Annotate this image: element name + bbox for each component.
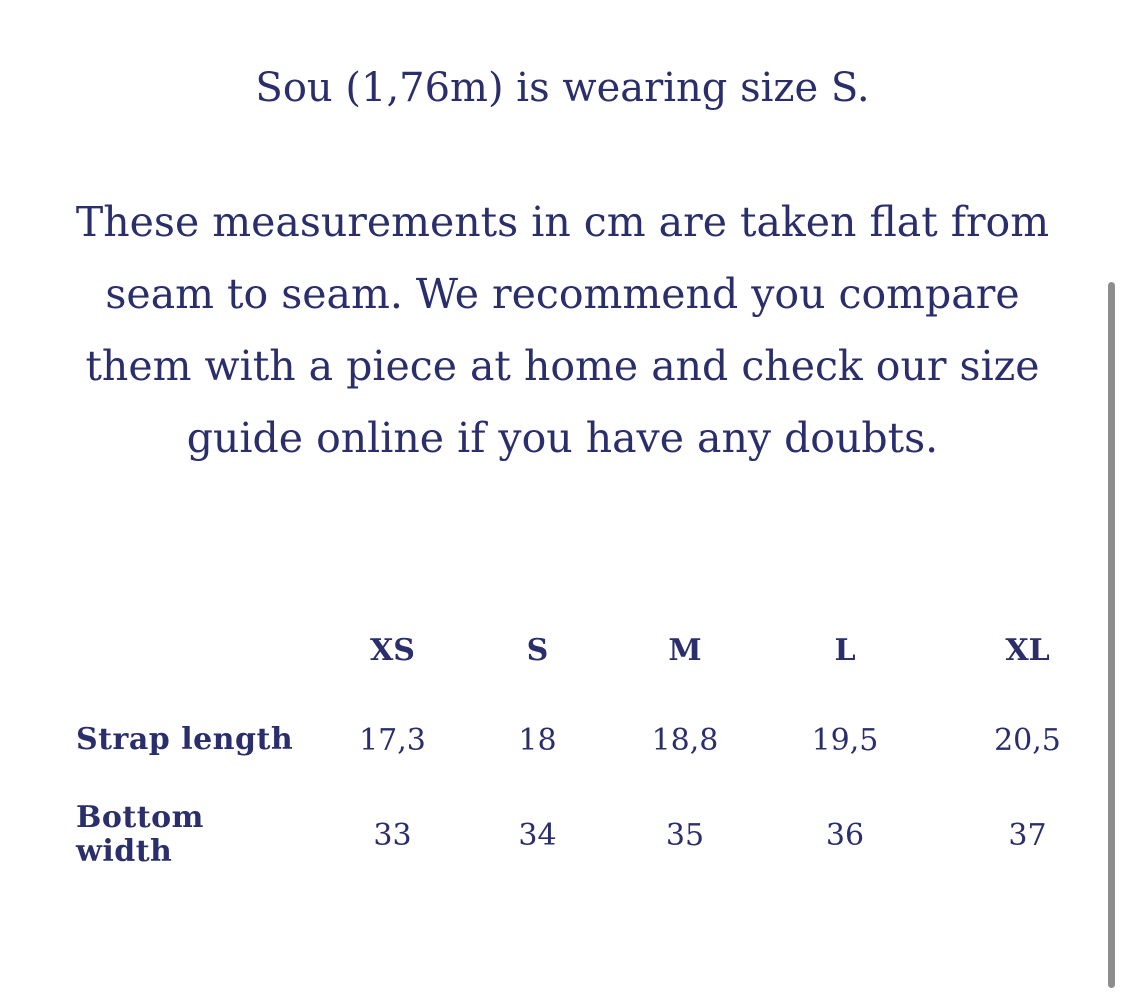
size-header-row [0, 610, 1125, 690]
header-empty-cell [0, 610, 320, 690]
vertical-scrollbar[interactable] [1108, 282, 1115, 988]
size-header-xl: XL [1005, 632, 1050, 668]
table-cell: 18 [518, 722, 557, 758]
model-size-note: Sou (1,76m) is wearing size S. [255, 65, 870, 111]
table-cell: 36 [825, 817, 865, 853]
table-cell: 35 [665, 817, 705, 853]
size-header-l: L [834, 632, 856, 668]
size-chart-table [0, 610, 1125, 880]
table-cell: 19,5 [811, 722, 879, 758]
table-row-bottom-width [0, 790, 1125, 880]
table-cell: 37 [1008, 817, 1047, 853]
table-cell: 20,5 [994, 722, 1061, 758]
row-label-bottom-width: Bottom width [76, 800, 204, 869]
size-header-xs: XS [370, 632, 415, 668]
table-row-strap-length [0, 690, 1125, 790]
table-cell: 34 [518, 817, 557, 853]
table-cell: 18,8 [651, 722, 719, 758]
measurement-description: These measurements in cm are taken flat from seam to seam. We recommend you compare them with a piece at home and check our size guide online if you have any doubts. [75, 198, 1050, 462]
size-header-s: S [526, 632, 549, 668]
row-label-strap-length: Strap length [76, 722, 294, 757]
table-cell: 33 [373, 817, 412, 853]
table-cell: 17,3 [359, 722, 426, 758]
size-header-m: M [668, 632, 702, 668]
